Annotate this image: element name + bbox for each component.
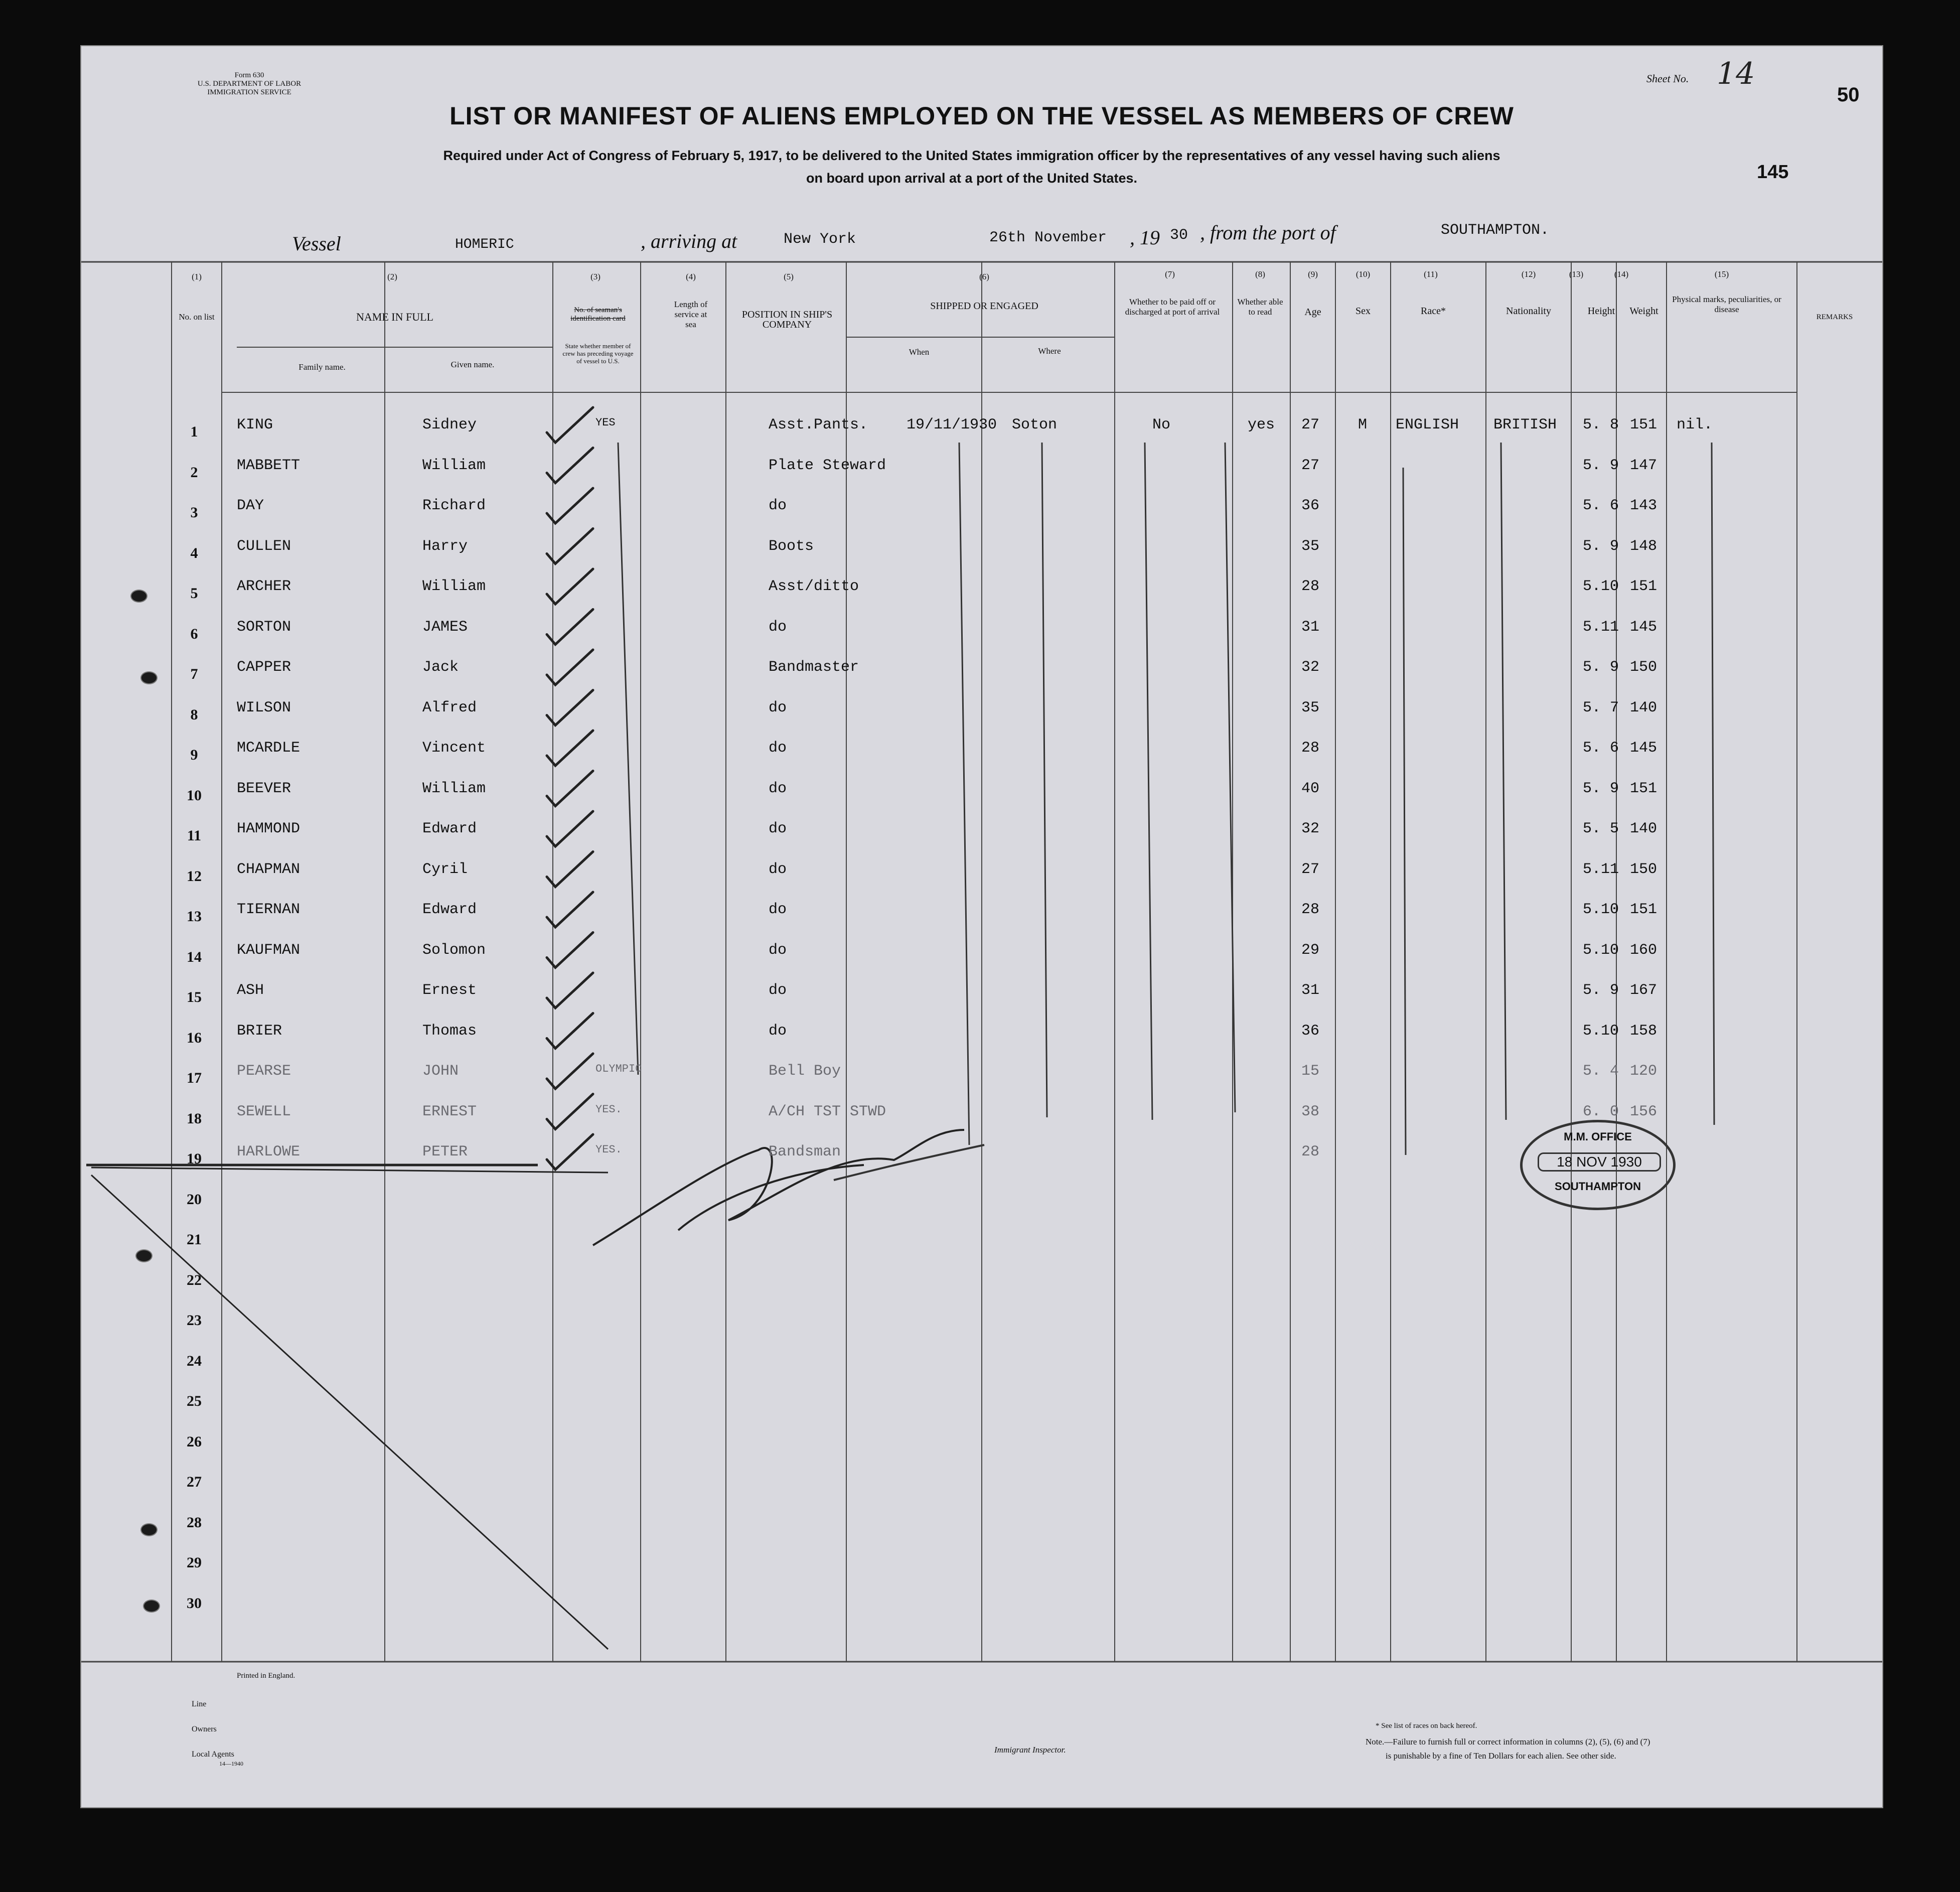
row-number: 8 <box>190 706 198 723</box>
row-number: 21 <box>187 1231 202 1248</box>
given-name: Ernest <box>422 982 477 999</box>
family-name: SORTON <box>237 618 291 636</box>
col-header-id-card: No. of seaman's identification card <box>570 306 626 323</box>
height: 5. 9 <box>1583 537 1619 555</box>
check-mark <box>547 933 593 968</box>
col-header-position: POSITION IN SHIP'S COMPANY <box>741 309 833 330</box>
col-header-given: Given name. <box>450 360 495 369</box>
position: do <box>769 699 787 716</box>
arriving-label: , arriving at <box>641 230 737 252</box>
sheet-label: Sheet No. <box>1646 72 1689 85</box>
subtitle-line-1: Required under Act of Congress of February 5, 1917, to be delivered to the United States immigration officer by the representatives of any vessel having such aliens <box>443 148 1500 163</box>
printed-note: Printed in England. <box>237 1672 295 1680</box>
given-name: Jack <box>422 659 459 676</box>
family-name: CHAPMAN <box>237 860 300 878</box>
height: 5.10 <box>1583 578 1619 595</box>
given-name: Cyril <box>422 860 468 878</box>
family-name: KING <box>237 416 273 433</box>
weight: 150 <box>1630 860 1657 878</box>
weight: 151 <box>1630 578 1657 595</box>
footer-line: Line <box>192 1700 207 1708</box>
row-number: 28 <box>187 1514 202 1531</box>
row-number: 12 <box>187 867 202 885</box>
fine-note-1: Note.—Failure to furnish full or correct information in columns (2), (5), (6) and (7) <box>1366 1737 1650 1747</box>
col-num-13: (13) <box>1569 269 1584 279</box>
col-num-9: (9) <box>1308 269 1318 279</box>
height: 5.10 <box>1583 901 1619 918</box>
age: 38 <box>1301 1103 1320 1120</box>
given-name: Edward <box>422 820 477 837</box>
row-number: 27 <box>187 1474 202 1490</box>
col-header-read: Whether able to read <box>1237 297 1283 317</box>
given-name: Richard <box>422 497 486 514</box>
given-name: Harry <box>422 537 468 555</box>
col-header-family: Family name. <box>298 362 346 372</box>
family-name: MABBETT <box>237 457 300 474</box>
weight: 160 <box>1630 941 1657 959</box>
col-header-sex: Sex <box>1355 306 1371 317</box>
age: 31 <box>1301 618 1320 636</box>
check-mark <box>547 650 593 685</box>
height: 5. 6 <box>1583 740 1619 757</box>
given-name: Solomon <box>422 941 486 959</box>
fine-note-2: is punishable by a fine of Ten Dollars for each alien. See other side. <box>1386 1751 1616 1761</box>
able-to-read: yes <box>1248 416 1275 433</box>
row-number: 18 <box>187 1110 202 1127</box>
check-mark <box>547 1054 593 1089</box>
preceding-voyage: YES. <box>595 1103 622 1116</box>
arrival-port: New York <box>784 231 856 248</box>
position: do <box>769 618 787 636</box>
position: Bandmaster <box>769 659 859 676</box>
position: A/CH TST STWD <box>769 1103 886 1120</box>
given-name: PETER <box>422 1143 468 1160</box>
given-name: ERNEST <box>422 1103 477 1120</box>
position: do <box>769 941 787 959</box>
check-mark <box>547 973 593 1008</box>
height: 5. 9 <box>1583 780 1619 797</box>
weight: 151 <box>1630 780 1657 797</box>
given-name: Thomas <box>422 1022 477 1040</box>
height: 5. 7 <box>1583 699 1619 716</box>
row-number: 13 <box>187 908 202 925</box>
preceding-voyage: YES. <box>595 1143 622 1156</box>
family-name: WILSON <box>237 699 291 716</box>
family-name: TIERNAN <box>237 901 300 918</box>
height: 5. 5 <box>1583 820 1619 837</box>
position: do <box>769 860 787 878</box>
age: 28 <box>1301 740 1320 757</box>
paid-off: No <box>1152 416 1171 433</box>
ditto-stroke <box>1145 443 1152 1120</box>
age: 35 <box>1301 537 1320 555</box>
age: 28 <box>1301 1143 1320 1160</box>
row-number: 15 <box>187 989 202 1005</box>
position: Plate Steward <box>769 457 886 474</box>
height: 5.11 <box>1583 860 1619 878</box>
weight: 150 <box>1630 659 1657 676</box>
row-number: 17 <box>187 1070 202 1086</box>
age: 28 <box>1301 578 1320 595</box>
shipped-when: 19/11/1930 <box>907 416 997 433</box>
sheet-number: 14 <box>1717 56 1755 91</box>
page-title: LIST OR MANIFEST OF ALIENS EMPLOYED ON THE VESSEL AS MEMBERS OF CREW <box>449 102 1514 130</box>
nationality: BRITISH <box>1493 416 1557 433</box>
weight: 120 <box>1630 1063 1657 1080</box>
check-mark <box>547 1013 593 1049</box>
binder-hole <box>130 590 147 603</box>
weight: 156 <box>1630 1103 1657 1120</box>
inspector-label: Immigrant Inspector. <box>994 1745 1066 1755</box>
height: 5. 6 <box>1583 497 1619 514</box>
position: do <box>769 497 787 514</box>
check-mark <box>547 771 593 806</box>
weight: 158 <box>1630 1022 1657 1040</box>
family-name: MCARDLE <box>237 740 300 757</box>
col-num-2: (2) <box>387 272 397 281</box>
height: 5. 9 <box>1583 982 1619 999</box>
position: do <box>769 982 787 999</box>
col-header-shipped: SHIPPED OR ENGAGED <box>930 301 1038 312</box>
footer-code: 14—1940 <box>219 1760 243 1767</box>
height: 5. 9 <box>1583 457 1619 474</box>
binder-hole <box>135 1249 153 1262</box>
age: 31 <box>1301 982 1320 999</box>
height: 5.10 <box>1583 1022 1619 1040</box>
preceding-voyage: YES <box>595 416 616 429</box>
position: do <box>769 1022 787 1040</box>
col-header-marks: Physical marks, peculiarities, or disease <box>1672 295 1781 314</box>
page-number: 145 <box>1757 162 1789 183</box>
age: 15 <box>1301 1063 1320 1080</box>
position: Bell Boy <box>769 1063 841 1080</box>
given-name: William <box>422 457 486 474</box>
age: 36 <box>1301 1022 1320 1040</box>
family-name: BRIER <box>237 1022 282 1040</box>
age: 27 <box>1301 860 1320 878</box>
col-header-nationality: Nationality <box>1506 306 1551 317</box>
col-header-weight: Weight <box>1629 306 1659 317</box>
weight: 140 <box>1630 820 1657 837</box>
corner-number: 50 <box>1837 84 1860 106</box>
given-name: Alfred <box>422 699 477 716</box>
stamp-top: M.M. OFFICE <box>1564 1130 1632 1143</box>
position: Boots <box>769 537 814 555</box>
given-name: William <box>422 780 486 797</box>
row-number: 16 <box>187 1029 202 1046</box>
ditto-stroke <box>1712 443 1714 1125</box>
department: U.S. DEPARTMENT OF LABOR <box>197 80 301 88</box>
position: Asst.Pants. <box>769 416 868 433</box>
check-mark <box>547 852 593 887</box>
row-number: 2 <box>190 464 198 481</box>
preceding-voyage: OLYMPIC <box>595 1063 642 1075</box>
row-number: 1 <box>190 423 198 440</box>
position: do <box>769 901 787 918</box>
col-header-paid-off: Whether to be paid off or discharged at port of arrival <box>1125 297 1220 317</box>
row-number: 11 <box>187 827 202 844</box>
position: Bandsman <box>769 1143 841 1160</box>
family-name: CAPPER <box>237 659 291 676</box>
age: 36 <box>1301 497 1320 514</box>
from-label: , from the port of <box>1200 221 1336 244</box>
given-name: JOHN <box>422 1063 459 1080</box>
row-number: 9 <box>190 747 198 763</box>
row-number: 7 <box>190 666 198 682</box>
ditto-stroke <box>959 443 969 1145</box>
ditto-stroke <box>1042 443 1047 1117</box>
weight: 167 <box>1630 982 1657 999</box>
age: 32 <box>1301 659 1320 676</box>
family-name: HARLOWE <box>237 1143 300 1160</box>
row-number: 23 <box>187 1312 202 1329</box>
stamp-date: 18 NOV 1930 <box>1538 1152 1661 1172</box>
col-header-when: When <box>909 347 930 357</box>
arrival-date: 26th November <box>989 229 1107 246</box>
col-num-6: (6) <box>979 272 989 281</box>
col-num-7: (7) <box>1165 269 1175 279</box>
col-header-service: Length of service at sea <box>674 300 708 329</box>
row-number: 29 <box>187 1554 202 1571</box>
col-num-15: (15) <box>1714 269 1729 279</box>
form-number: Form 630 <box>234 71 264 79</box>
family-name: DAY <box>237 497 264 514</box>
position: do <box>769 820 787 837</box>
check-mark <box>547 1094 593 1129</box>
given-name: Vincent <box>422 740 486 757</box>
row-number: 6 <box>190 625 198 642</box>
height: 5. 9 <box>1583 659 1619 676</box>
col-num-3: (3) <box>590 272 600 281</box>
weight: 151 <box>1630 901 1657 918</box>
office-stamp <box>1520 1120 1676 1210</box>
height: 5.11 <box>1583 618 1619 636</box>
position: Asst/ditto <box>769 578 859 595</box>
age: 40 <box>1301 780 1320 797</box>
check-mark <box>547 811 593 846</box>
race: ENGLISH <box>1396 416 1459 433</box>
age: 32 <box>1301 820 1320 837</box>
races-note: * See list of races on back hereof. <box>1376 1722 1477 1730</box>
col-num-4: (4) <box>686 272 696 281</box>
ditto-stroke <box>1225 443 1235 1112</box>
height: 6. 0 <box>1583 1103 1619 1120</box>
col-header-where: Where <box>1038 346 1061 356</box>
ditto-stroke <box>618 443 638 1075</box>
col-header-height: Height <box>1587 306 1615 317</box>
shipped-where: Soton <box>1012 416 1058 433</box>
row-number: 14 <box>187 948 202 965</box>
check-mark <box>547 407 593 443</box>
row-number: 22 <box>187 1271 202 1288</box>
col-num-5: (5) <box>784 272 794 281</box>
given-name: Edward <box>422 901 477 918</box>
position: do <box>769 780 787 797</box>
weight: 151 <box>1630 416 1657 433</box>
check-mark <box>547 448 593 483</box>
ditto-stroke <box>1403 468 1406 1155</box>
family-name: SEWELL <box>237 1103 291 1120</box>
row-number: 30 <box>187 1594 202 1612</box>
position: do <box>769 740 787 757</box>
stamp-bottom: SOUTHAMPTON <box>1555 1180 1641 1193</box>
weight: 148 <box>1630 537 1657 555</box>
col-num-10: (10) <box>1355 269 1371 279</box>
col-header-race: Race* <box>1421 306 1446 317</box>
given-name: William <box>422 578 486 595</box>
row-number: 26 <box>187 1433 202 1450</box>
check-mark <box>547 488 593 523</box>
check-mark <box>547 569 593 604</box>
family-name: KAUFMAN <box>237 941 300 959</box>
col-header-name: NAME IN FULL <box>356 311 433 323</box>
weight: 145 <box>1630 618 1657 636</box>
col-num-1: (1) <box>192 272 202 281</box>
col-num-14: (14) <box>1614 269 1629 279</box>
service: IMMIGRATION SERVICE <box>207 88 291 96</box>
family-name: BEEVER <box>237 780 291 797</box>
row-number: 24 <box>187 1352 202 1369</box>
col-num-12: (12) <box>1521 269 1536 279</box>
check-mark <box>547 731 593 766</box>
weight: 140 <box>1630 699 1657 716</box>
year-prefix: , 19 <box>1130 226 1160 249</box>
row-number: 5 <box>190 585 198 602</box>
col-header-age: Age <box>1304 307 1321 318</box>
vessel-name: HOMERIC <box>455 237 514 252</box>
family-name: PEARSE <box>237 1063 291 1080</box>
age: 28 <box>1301 901 1320 918</box>
height: 5.10 <box>1583 941 1619 959</box>
col-header-preceding-voyage: State whether member of crew has preceding voyage of vessel to U.S. <box>562 342 634 365</box>
height: 5. 8 <box>1583 416 1619 433</box>
age: 35 <box>1301 699 1320 716</box>
footer-owners: Owners <box>192 1725 217 1733</box>
check-mark <box>547 1134 593 1170</box>
col-num-8: (8) <box>1255 269 1265 279</box>
manifest-sheet <box>80 45 1883 1808</box>
check-mark <box>547 610 593 645</box>
from-port: SOUTHAMPTON. <box>1441 222 1550 239</box>
weight: 143 <box>1630 497 1657 514</box>
binder-hole <box>140 1523 158 1536</box>
family-name: HAMMOND <box>237 820 300 837</box>
age: 27 <box>1301 457 1320 474</box>
form-ruling <box>81 46 1882 1807</box>
subtitle-line-2: on board upon arrival at a port of the United States. <box>806 171 1138 186</box>
cancel-line-horizontal <box>91 1168 608 1173</box>
height: 5. 4 <box>1583 1063 1619 1080</box>
col-header-remarks: REMARKS <box>1816 313 1853 321</box>
ditto-stroke <box>1501 443 1506 1120</box>
row-number: 3 <box>190 504 198 521</box>
binder-hole <box>143 1599 160 1613</box>
weight: 147 <box>1630 457 1657 474</box>
year-suffix: 30 <box>1170 227 1188 244</box>
row-number: 20 <box>187 1191 202 1208</box>
age: 27 <box>1301 416 1320 433</box>
family-name: ARCHER <box>237 578 291 595</box>
check-mark <box>547 529 593 564</box>
physical-marks: nil. <box>1677 416 1713 433</box>
footer-agents: Local Agents <box>192 1750 234 1759</box>
given-name: JAMES <box>422 618 468 636</box>
family-name: ASH <box>237 982 264 999</box>
given-name: Sidney <box>422 416 477 433</box>
check-mark <box>547 690 593 725</box>
age: 29 <box>1301 941 1320 959</box>
row-number: 19 <box>187 1150 202 1167</box>
check-mark <box>547 892 593 927</box>
col-num-11: (11) <box>1424 269 1438 279</box>
col-header-no: No. on list <box>179 312 215 322</box>
sex: M <box>1358 416 1368 433</box>
family-name: CULLEN <box>237 537 291 555</box>
row-number: 10 <box>187 787 202 804</box>
row-number: 25 <box>187 1393 202 1409</box>
row-number: 4 <box>190 544 198 561</box>
weight: 145 <box>1630 740 1657 757</box>
binder-hole <box>140 671 158 684</box>
vessel-label: Vessel <box>292 232 341 255</box>
